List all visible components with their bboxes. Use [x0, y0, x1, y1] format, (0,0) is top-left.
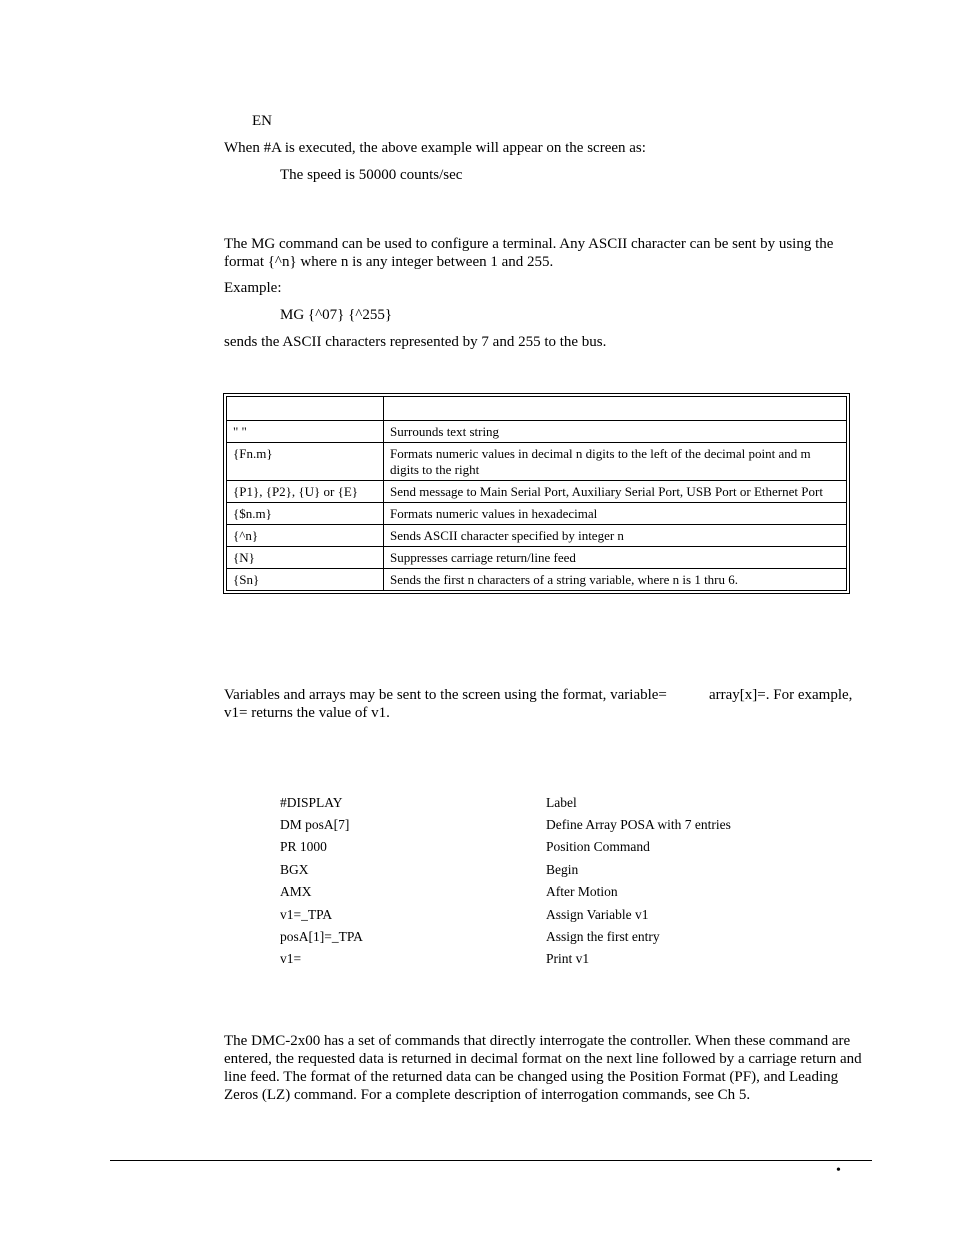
listing-comment: Position Command: [546, 839, 650, 854]
listing-code: AMX: [280, 884, 312, 899]
footer-bullet: •: [836, 1163, 841, 1178]
format-description-cell: Sends ASCII character specified by integer n: [384, 525, 847, 547]
listing-code: DM posA[7]: [280, 817, 350, 832]
listing-comment: Assign Variable v1: [546, 907, 649, 922]
table-header-cell: [384, 397, 847, 421]
format-code-cell: {Sn}: [227, 569, 384, 591]
variables-paragraph-part-c: v1= returns the value of v1.: [224, 705, 390, 721]
listing-comment: Begin: [546, 862, 579, 877]
table-row: [227, 547, 847, 569]
listing-comment: Assign the first entry: [546, 929, 660, 944]
example-label: Example:: [224, 280, 282, 296]
table-header-row: [227, 397, 847, 421]
format-description-cell: Sends the first n characters of a string variable, where n is 1 thru 6.: [384, 569, 847, 591]
terminal-paragraph: The MG command can be used to configure a terminal. Any ASCII character can be sent by using the format {^n} where n is any integer between 1 and 255.: [224, 236, 834, 270]
format-description-cell: Suppresses carriage return/line feed: [384, 547, 847, 569]
table-row: [227, 421, 847, 443]
example-intro-text: When #A is executed, the above example will appear on the screen as:: [224, 140, 646, 156]
example-code: MG {^07} {^255}: [280, 307, 393, 323]
interrogation-paragraph: The DMC-2x00 has a set of commands that directly interrogate the controller. When these command are entered, the requested data is returned in decimal format on the next line followed by a carriage return and line feed. The format of the returned data can be changed using the Position Format (PF), and Leading Zeros (LZ) command. For a complete description of interrogation commands, see Ch 5.: [224, 1033, 862, 1103]
format-description-cell: Formats numeric values in decimal n digits to the left of the decimal point and m digits to the right: [384, 443, 847, 481]
table-row: [227, 503, 847, 525]
footer-rule: [110, 1160, 872, 1161]
format-code-cell: " ": [227, 421, 384, 443]
format-description-cell: Surrounds text string: [384, 421, 847, 443]
listing-code: v1=: [280, 951, 302, 966]
listing-comment: After Motion: [546, 884, 618, 899]
table-row: [227, 569, 847, 591]
table-header-cell: [227, 397, 384, 421]
example-output-text: The speed is 50000 counts/sec: [280, 167, 463, 183]
listing-code: #DISPLAY: [280, 795, 343, 810]
variables-paragraph-part-b: array[x]=. For example,: [709, 687, 853, 703]
code-line-en: EN: [252, 113, 272, 129]
format-code-cell: {Fn.m}: [227, 443, 384, 481]
listing-comment: Define Array POSA with 7 entries: [546, 817, 731, 832]
format-code-cell: {P1}, {P2}, {U} or {E}: [227, 481, 384, 503]
table-row: [227, 443, 847, 481]
format-code-cell: {N}: [227, 547, 384, 569]
format-description-cell: Formats numeric values in hexadecimal: [384, 503, 847, 525]
format-code-cell: {$n.m}: [227, 503, 384, 525]
listing-code: v1=_TPA: [280, 907, 333, 922]
ascii-explanation: sends the ASCII characters represented by 7 and 255 to the bus.: [224, 334, 607, 350]
listing-comment: Print v1: [546, 951, 590, 966]
table-row: [227, 481, 847, 503]
format-specifier-table: [223, 393, 850, 594]
listing-code: BGX: [280, 862, 309, 877]
table-row: [227, 525, 847, 547]
listing-code: posA[1]=_TPA: [280, 929, 363, 944]
listing-code: PR 1000: [280, 839, 327, 854]
variables-paragraph-part-a: Variables and arrays may be sent to the screen using the format, variable=: [224, 687, 667, 703]
listing-comment: Label: [546, 795, 577, 810]
format-description-cell: Send message to Main Serial Port, Auxiliary Serial Port, USB Port or Ethernet Port: [384, 481, 847, 503]
format-code-cell: {^n}: [227, 525, 384, 547]
